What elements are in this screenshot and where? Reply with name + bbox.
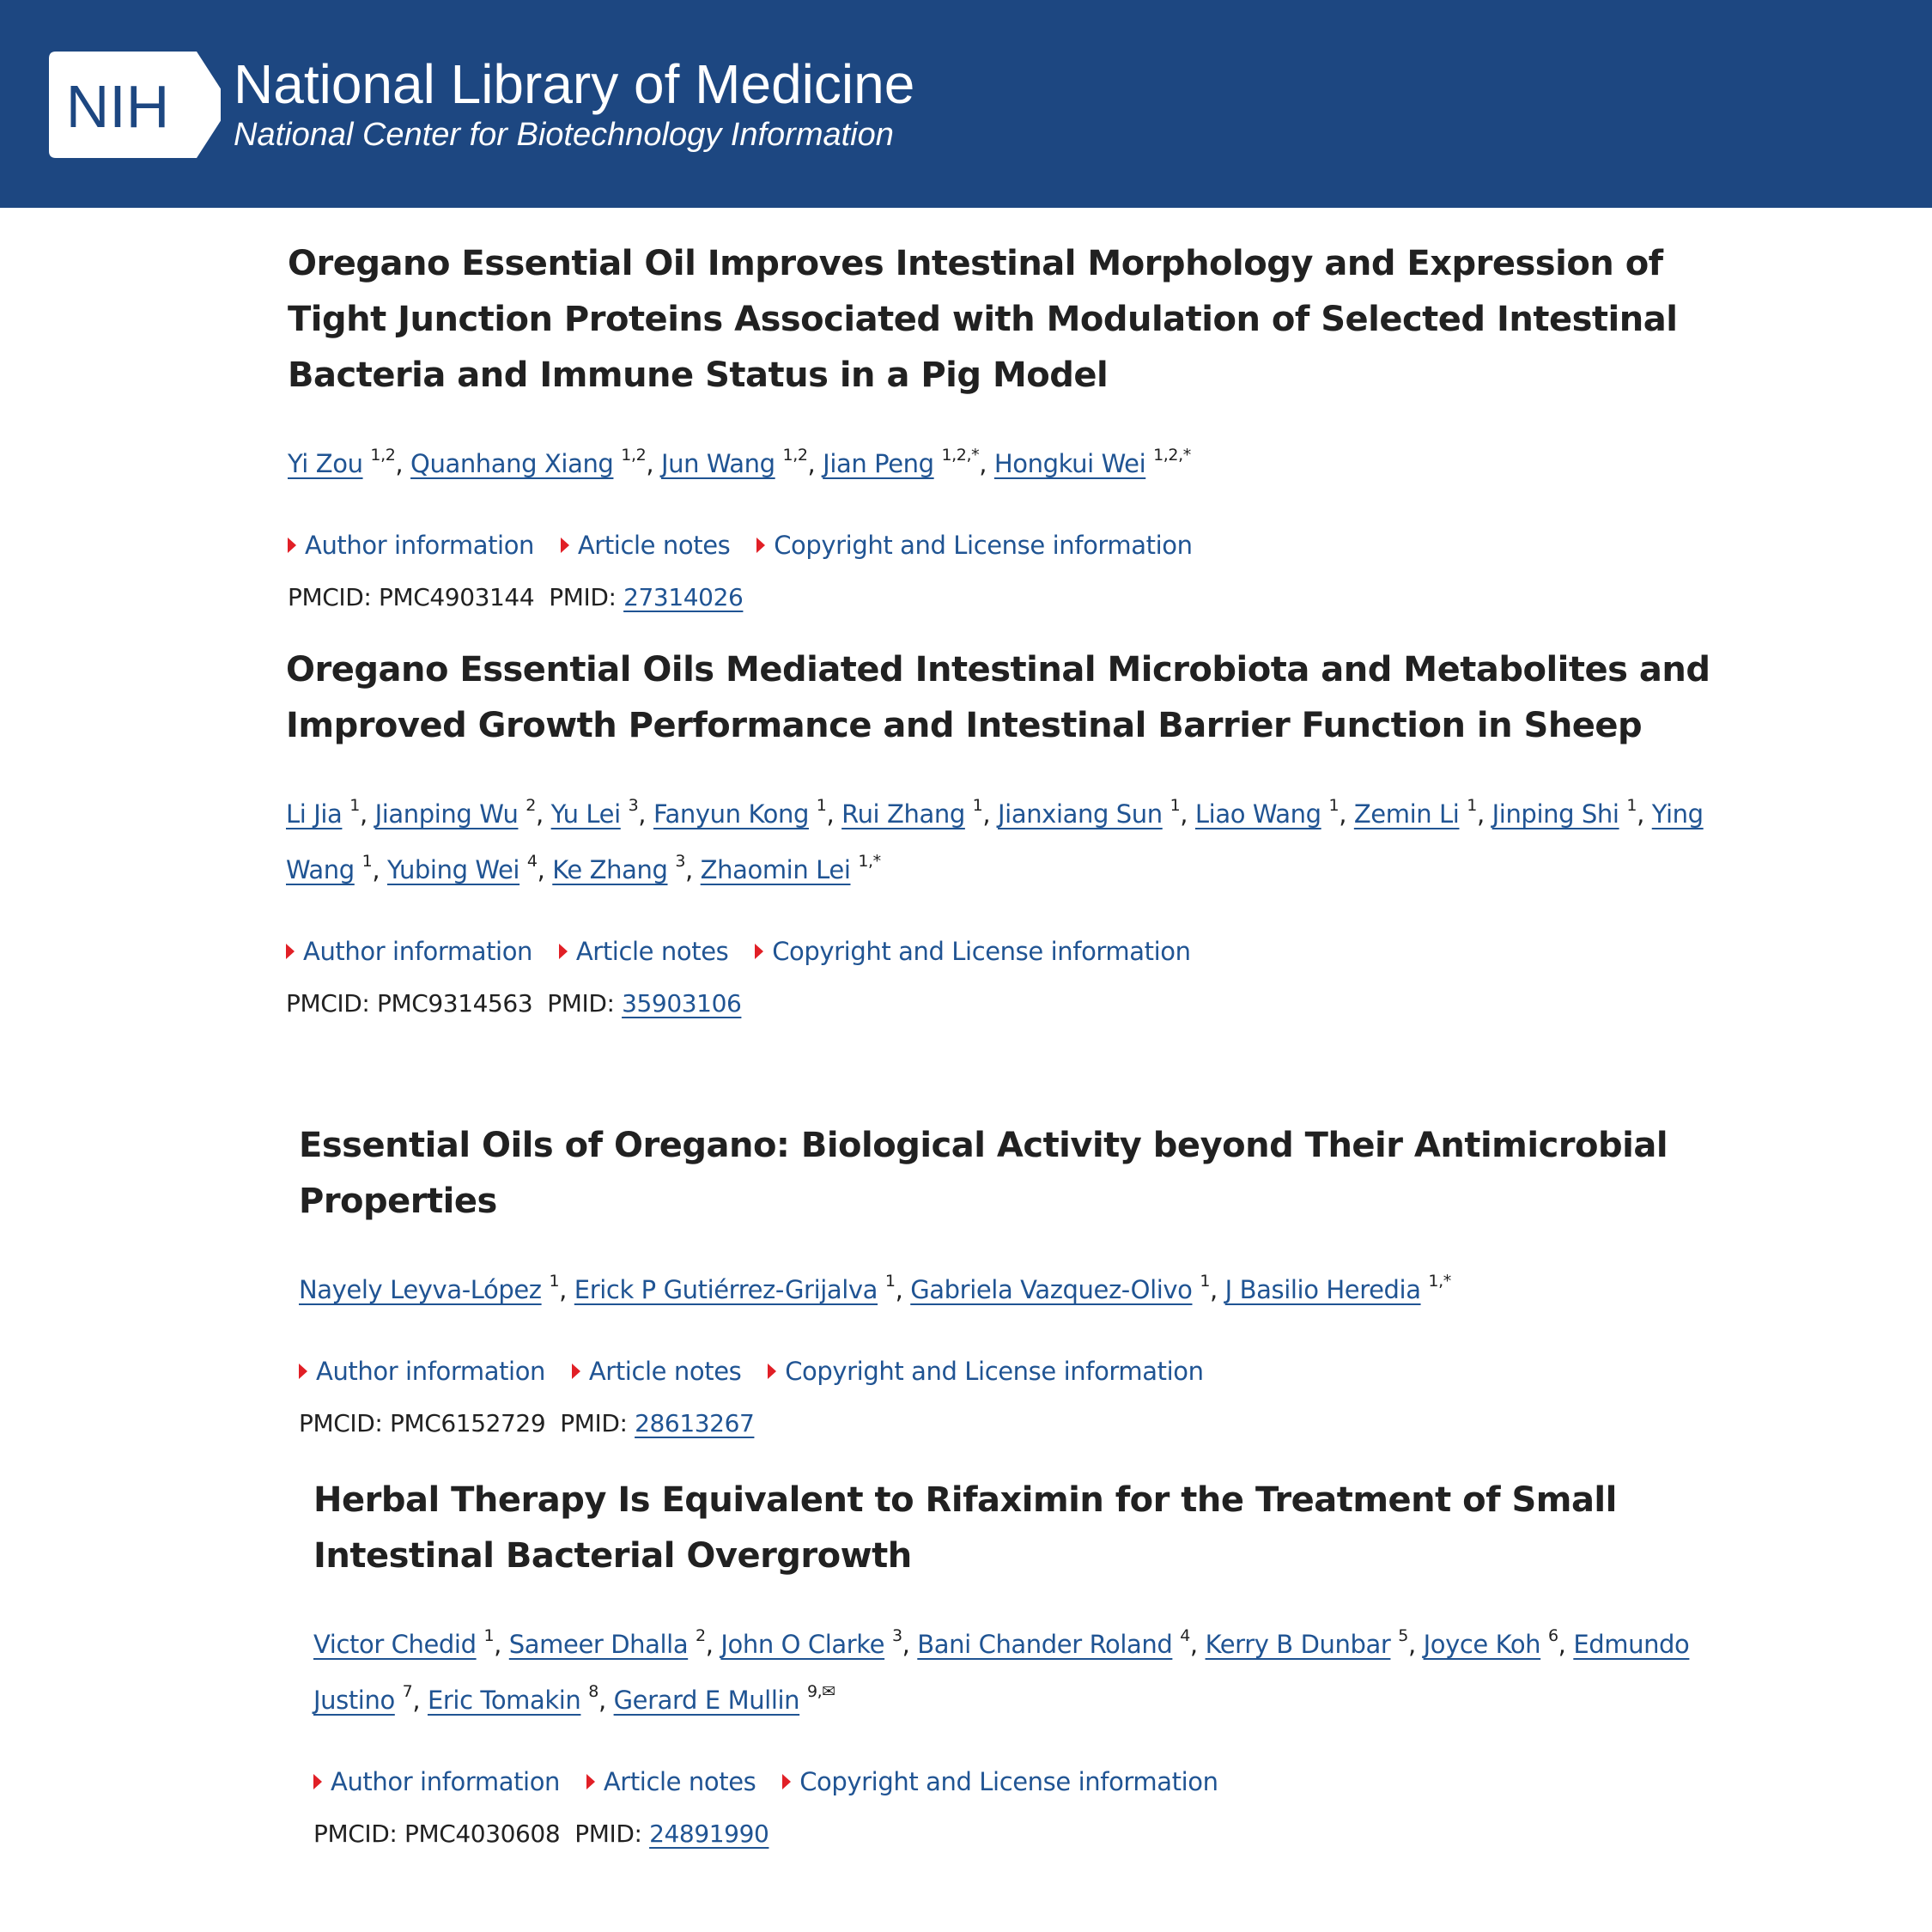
affiliation-marker[interactable]: 1: [1467, 796, 1477, 815]
author-information-toggle[interactable]: Author information: [286, 937, 532, 966]
pmcid-label: PMCID:: [288, 583, 372, 611]
author-link[interactable]: Edmundo Justino: [313, 1630, 1690, 1715]
triangle-right-icon: [755, 944, 763, 959]
article-title: Oregano Essential Oil Improves Intestinal Morphology and Expression of Tight Junction Proteins Associated with Modulation of Selected Intestinal Bacteria and Immune Status in a Pig Model: [288, 244, 1678, 395]
pmid-label: PMID:: [549, 583, 617, 611]
affiliation-marker[interactable]: 1: [549, 1272, 560, 1291]
triangle-right-icon: [586, 1774, 595, 1789]
article-card: [313, 1473, 1773, 1856]
affiliation-marker[interactable]: 1,2,*: [1153, 446, 1191, 465]
affiliation-marker[interactable]: 3: [675, 852, 686, 871]
author-link[interactable]: Jun Wang: [660, 449, 775, 478]
nih-logo-icon[interactable]: [49, 52, 221, 158]
triangle-right-icon: [559, 944, 568, 959]
affiliation-marker[interactable]: 5: [1398, 1626, 1408, 1645]
triangle-right-icon: [782, 1774, 791, 1789]
article-title: Herbal Therapy Is Equivalent to Rifaximin for the Treatment of Small Intestinal Bacterial Overgrowth: [313, 1480, 1617, 1576]
affiliation-marker[interactable]: 1: [1328, 796, 1340, 815]
triangle-right-icon: [288, 538, 296, 553]
affiliation-marker[interactable]: 3: [628, 796, 639, 815]
site-header: [0, 0, 1932, 208]
affiliation-marker[interactable]: 1: [361, 852, 373, 871]
author-link[interactable]: Rui Zhang: [841, 799, 965, 829]
pmcid-value: PMC9314563: [376, 989, 533, 1018]
article-links: [313, 1756, 1773, 1807]
pmid-label: PMID:: [560, 1409, 628, 1437]
article-notes-toggle[interactable]: Article notes: [572, 1357, 742, 1386]
affiliation-marker[interactable]: 1: [972, 796, 983, 815]
pmid-link[interactable]: 24891990: [649, 1820, 769, 1848]
affiliation-marker[interactable]: 1,2: [370, 446, 396, 465]
author-list: Nayely Leyva-López $^1$, Erick P Gutiérrez-Grijalva $^1$, Gabriela Vazquez-Olivo $^1$, J Basilio Heredia $^{1,*}$: [299, 1272, 1451, 1304]
author-link[interactable]: John O Clarke: [720, 1630, 885, 1659]
article-links: [299, 1346, 1759, 1397]
author-link[interactable]: Ying Wang: [286, 799, 1704, 884]
triangle-right-icon: [313, 1774, 322, 1789]
affiliation-marker[interactable]: 1: [1626, 796, 1637, 815]
pmid-link[interactable]: 35903106: [622, 989, 742, 1018]
article-ids: [286, 982, 1746, 1025]
author-link[interactable]: Jinping Shi: [1492, 799, 1619, 829]
triangle-right-icon: [286, 944, 295, 959]
article-ids: [288, 576, 1747, 619]
author-link[interactable]: Gabriela Vazquez-Olivo: [910, 1275, 1193, 1304]
pmcid-value: PMC4030608: [404, 1820, 561, 1848]
pmid-link[interactable]: 27314026: [623, 583, 744, 611]
affiliation-marker[interactable]: 3: [891, 1626, 902, 1645]
triangle-right-icon: [561, 538, 569, 553]
affiliation-marker[interactable]: 2: [696, 1626, 706, 1645]
copyright-license-toggle[interactable]: Copyright and License information: [755, 937, 1190, 966]
affiliation-marker[interactable]: 7: [402, 1682, 413, 1701]
affiliation-marker[interactable]: 1: [816, 796, 827, 815]
article-notes-toggle[interactable]: Article notes: [586, 1767, 756, 1796]
affiliation-marker[interactable]: 8: [588, 1682, 598, 1701]
author-link[interactable]: Jianping Wu: [374, 799, 519, 829]
author-link[interactable]: Jian Peng: [823, 449, 934, 478]
author-link[interactable]: Gerard E Mullin: [613, 1686, 800, 1715]
affiliation-marker[interactable]: 9,✉: [806, 1682, 835, 1701]
article-ids: [299, 1402, 1759, 1445]
pmcid-label: PMCID:: [299, 1409, 383, 1437]
pmcid-value: PMC4903144: [378, 583, 535, 611]
author-link[interactable]: J Basilio Heredia: [1224, 1275, 1421, 1304]
affiliation-marker[interactable]: 1,2: [621, 446, 647, 465]
author-link[interactable]: Yubing Wei: [386, 855, 520, 884]
author-list: Yi Zou $^{1,2}$, Quanhang Xiang $^{1,2}$, Jun Wang $^{1,2}$, Jian Peng $^{1,2,*}$, Hongkui Wei $^{1,2,*}$: [288, 446, 1191, 478]
affiliation-marker[interactable]: 4: [1180, 1626, 1190, 1645]
author-link[interactable]: Erick P Gutiérrez-Grijalva: [574, 1275, 878, 1304]
copyright-license-toggle[interactable]: Copyright and License information: [768, 1357, 1203, 1386]
affiliation-marker[interactable]: 6: [1547, 1626, 1558, 1645]
article-card: [286, 642, 1746, 1025]
author-link[interactable]: Hongkui Wei: [993, 449, 1146, 478]
author-link[interactable]: Joyce Koh: [1423, 1630, 1541, 1659]
pmcid-label: PMCID:: [313, 1820, 398, 1848]
pmcid-label: PMCID:: [286, 989, 370, 1018]
author-list: Li Jia $^1$, Jianping Wu $^2$, Yu Lei $^3$, Fanyun Kong $^1$, Rui Zhang $^1$, Jianxiang Sun $^1$, Liao Wang $^1$, Zemin Li $^1$, Jinping Shi $^1$, Ying Wang $^1$, Yubing Wei $^4$, Ke Zhang $^3$, Zhaomin Lei $^{1,*}$: [286, 796, 1704, 884]
nih-logo-text: NIH: [65, 73, 170, 140]
triangle-right-icon: [572, 1364, 580, 1379]
article-title: Essential Oils of Oregano: Biological Activity beyond Their Antimicrobial Properties: [299, 1126, 1668, 1221]
author-link[interactable]: Yu Lei: [550, 799, 621, 829]
affiliation-marker[interactable]: 1,2,*: [941, 446, 980, 465]
author-link[interactable]: Ke Zhang: [552, 855, 668, 884]
author-link[interactable]: Bani Chander Roland: [917, 1630, 1173, 1659]
pmcid-value: PMC6152729: [389, 1409, 546, 1437]
author-link[interactable]: Kerry B Dunbar: [1205, 1630, 1391, 1659]
affiliation-marker[interactable]: 4: [526, 852, 538, 871]
author-link[interactable]: Liao Wang: [1194, 799, 1321, 829]
pmid-label: PMID:: [547, 989, 615, 1018]
author-link[interactable]: Yi Zou: [288, 449, 363, 478]
affiliation-marker[interactable]: 1,*: [858, 852, 881, 871]
pmid-link[interactable]: 28613267: [635, 1409, 755, 1437]
affiliation-marker[interactable]: 1: [1170, 796, 1181, 815]
author-link[interactable]: Jianxiang Sun: [998, 799, 1163, 829]
article-ids: [313, 1813, 1773, 1856]
triangle-right-icon: [768, 1364, 776, 1379]
affiliation-marker[interactable]: 1: [1200, 1272, 1211, 1291]
author-link[interactable]: Li Jia: [286, 799, 343, 829]
article-title: Oregano Essential Oils Mediated Intestinal Microbiota and Metabolites and Improved Growth Performance and Intestinal Barrier Function in Sheep: [286, 650, 1710, 745]
triangle-right-icon: [299, 1364, 307, 1379]
pmid-label: PMID:: [574, 1820, 642, 1848]
site-title[interactable]: National Library of Medicine: [234, 53, 915, 115]
author-link[interactable]: Nayely Leyva-López: [299, 1275, 542, 1304]
author-link[interactable]: Quanhang Xiang: [410, 449, 614, 478]
triangle-right-icon: [756, 538, 765, 553]
affiliation-marker[interactable]: 1: [884, 1272, 896, 1291]
affiliation-marker[interactable]: 1: [483, 1626, 495, 1645]
article-notes-toggle[interactable]: Article notes: [559, 937, 729, 966]
affiliation-marker[interactable]: 2: [526, 796, 536, 815]
article-card: [288, 236, 1747, 619]
article-card: [299, 1118, 1759, 1445]
author-information-toggle[interactable]: Author information: [313, 1767, 560, 1796]
author-list: Victor Chedid $^1$, Sameer Dhalla $^2$, John O Clarke $^3$, Bani Chander Roland $^4$, Kerry B Dunbar $^5$, Joyce Koh $^6$, Edmundo Justino $^7$, Eric Tomakin $^8$, Gerard E Mullin $^{9,✉}$: [313, 1626, 1690, 1715]
copyright-license-toggle[interactable]: Copyright and License information: [756, 531, 1192, 560]
author-link[interactable]: Sameer Dhalla: [508, 1630, 689, 1659]
author-link[interactable]: Fanyun Kong: [653, 799, 809, 829]
author-link[interactable]: Eric Tomakin: [427, 1686, 581, 1715]
article-links: [288, 519, 1747, 571]
author-information-toggle[interactable]: Author information: [288, 531, 534, 560]
author-information-toggle[interactable]: Author information: [299, 1357, 545, 1386]
author-link[interactable]: Zhaomin Lei: [700, 855, 851, 884]
article-links: [286, 926, 1746, 977]
site-subtitle: National Center for Biotechnology Information: [234, 117, 894, 153]
copyright-license-toggle[interactable]: Copyright and License information: [782, 1767, 1218, 1796]
affiliation-marker[interactable]: 1,2: [782, 446, 808, 465]
affiliation-marker[interactable]: 1,*: [1428, 1272, 1451, 1291]
author-link[interactable]: Zemin Li: [1353, 799, 1460, 829]
article-notes-toggle[interactable]: Article notes: [561, 531, 731, 560]
affiliation-marker[interactable]: 1: [349, 796, 360, 815]
author-link[interactable]: Victor Chedid: [313, 1630, 477, 1659]
